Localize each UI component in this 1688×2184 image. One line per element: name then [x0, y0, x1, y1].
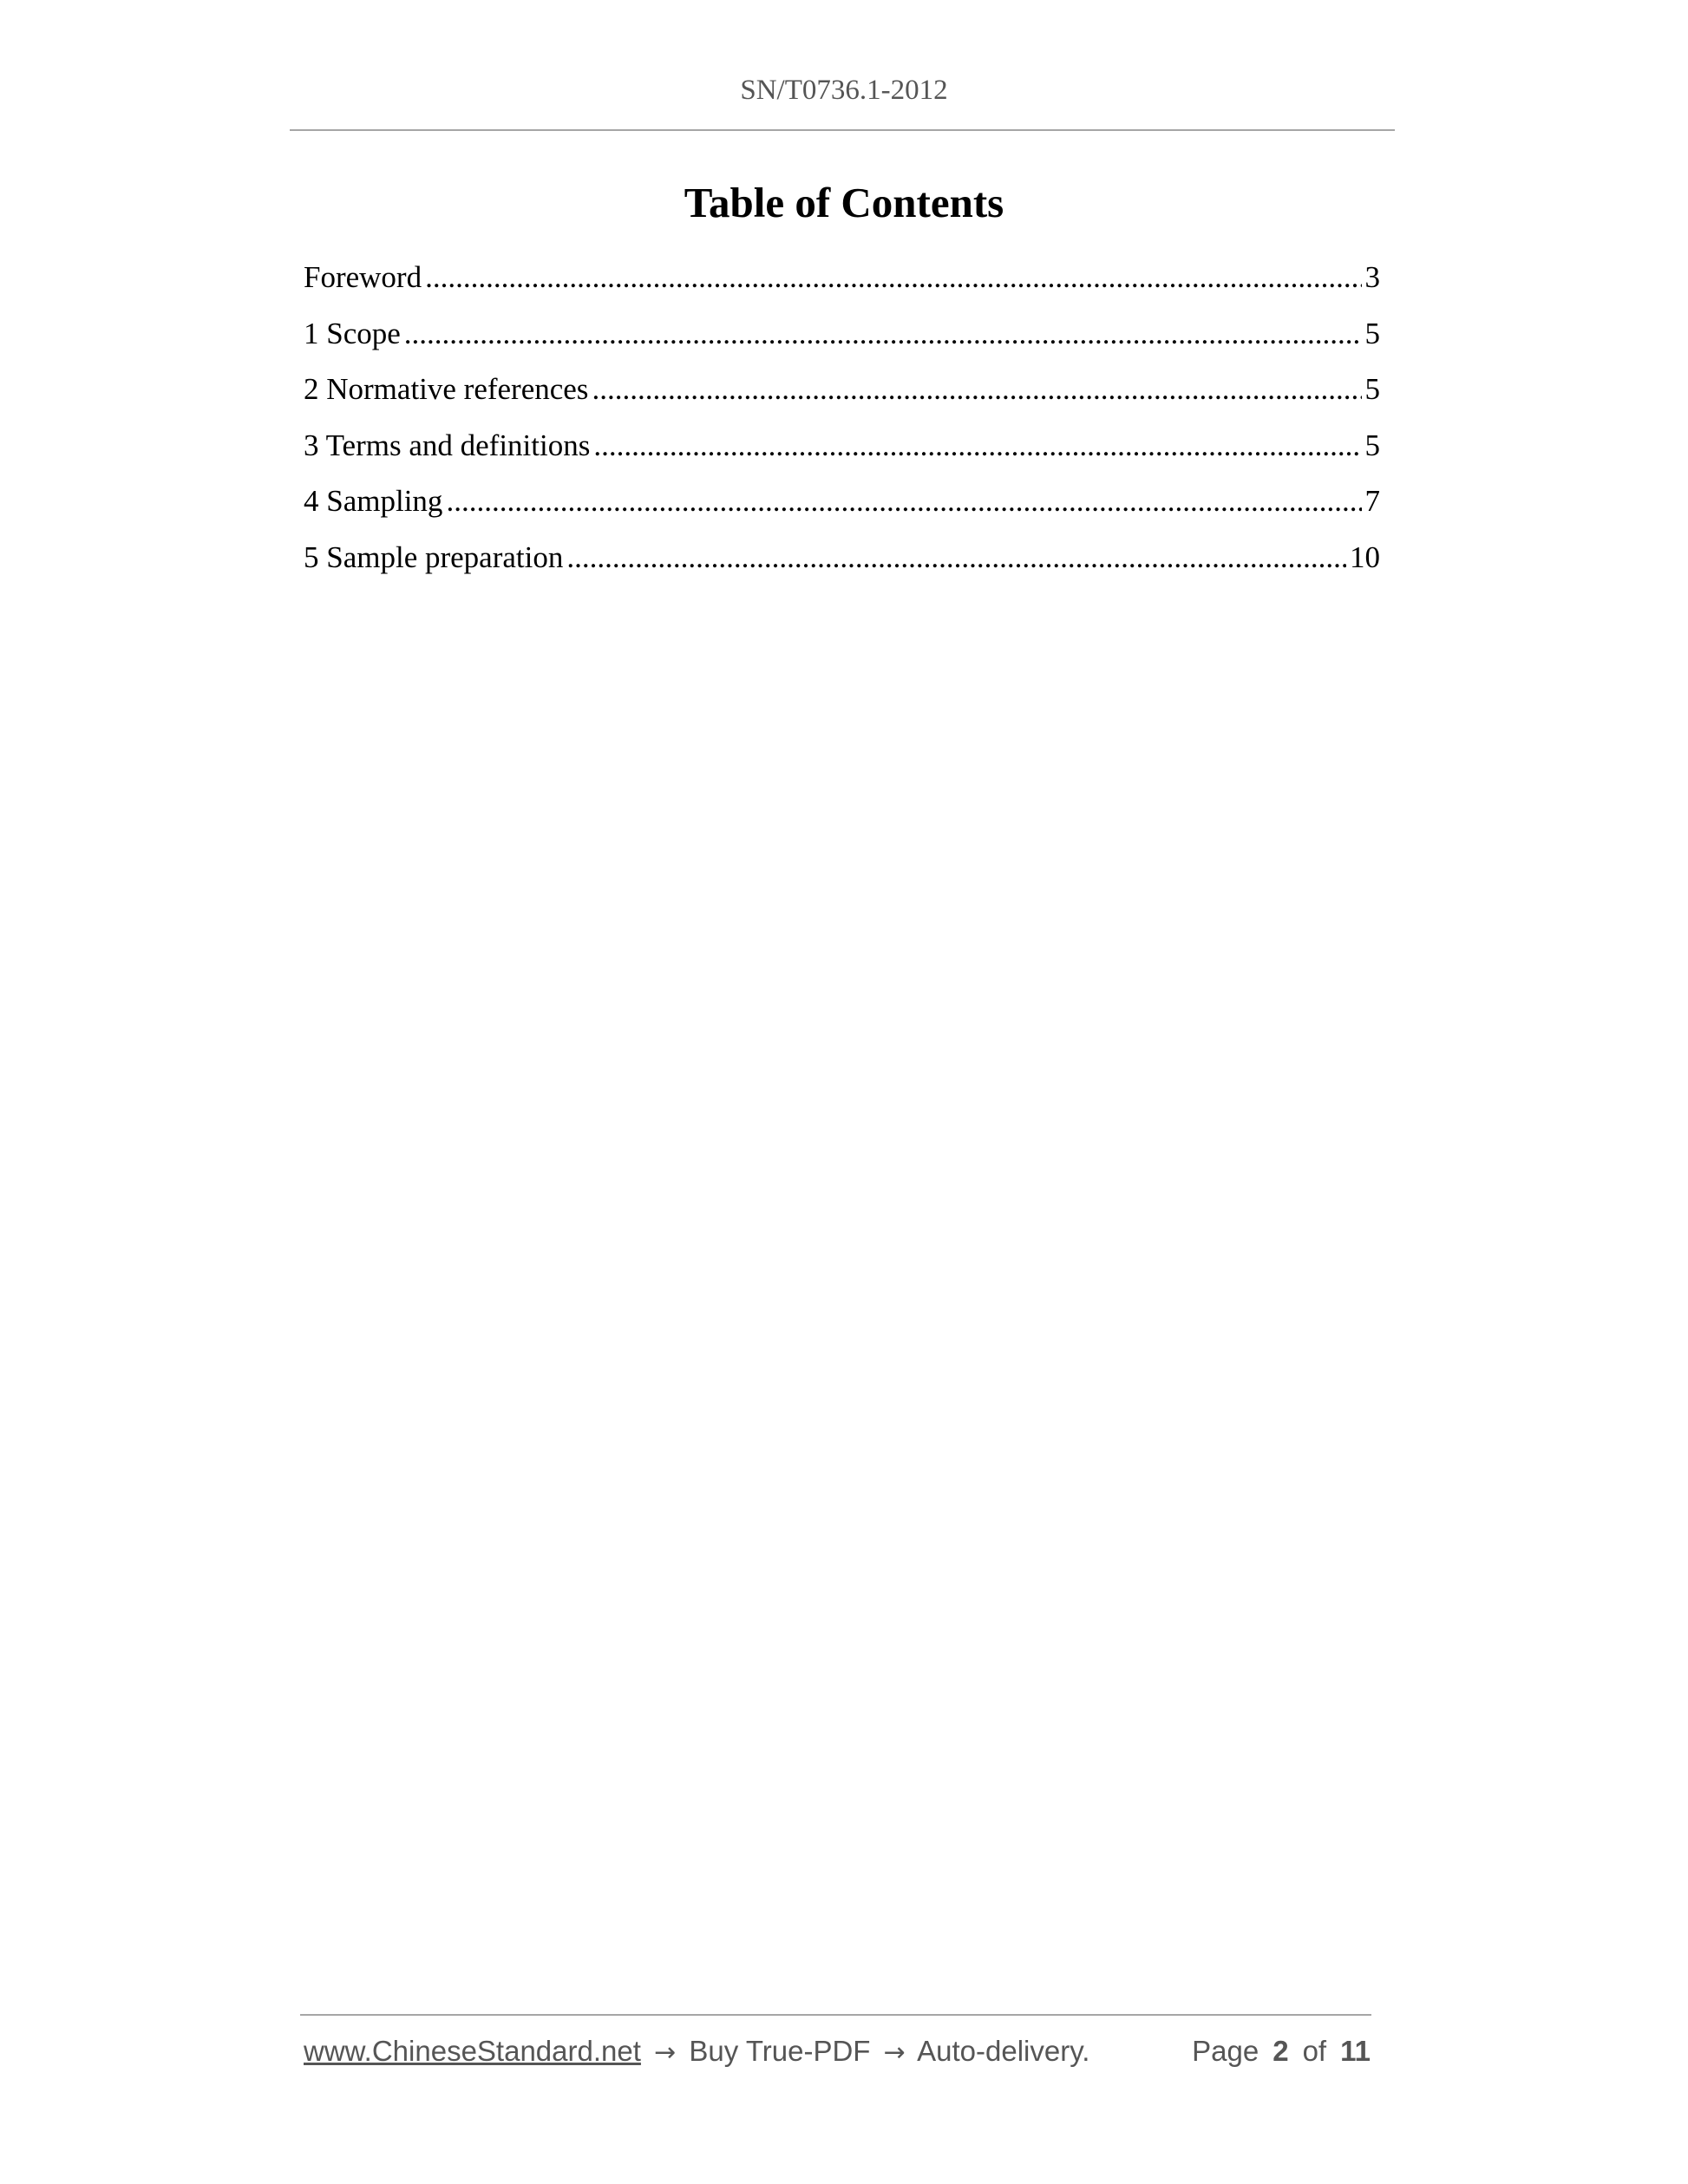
footer-divider	[300, 2014, 1371, 2016]
footer-promo	[304, 2035, 1089, 2068]
toc-dot-leader	[593, 428, 1361, 463]
toc-entry-page: 5	[1364, 372, 1380, 406]
current-page-number: 2	[1273, 2035, 1289, 2067]
right-arrow-icon: →	[883, 2037, 906, 2068]
toc-entry-foreword[interactable]	[304, 260, 1380, 317]
toc-entry-label: Foreword	[304, 260, 422, 294]
page-word: Page	[1192, 2035, 1259, 2067]
toc-entry-page: 5	[1364, 316, 1380, 350]
buy-true-pdf-text: Buy True-PDF	[689, 2035, 871, 2067]
toc-entry-label: 1 Scope	[304, 316, 401, 350]
header-divider	[290, 129, 1395, 131]
auto-delivery-text: Auto-delivery.	[917, 2035, 1090, 2067]
toc-entry-page: 10	[1350, 539, 1380, 574]
toc-entry-label: 3 Terms and definitions	[304, 428, 591, 462]
of-word: of	[1302, 2035, 1327, 2067]
toc-dot-leader	[446, 484, 1361, 519]
page-footer	[304, 2035, 1371, 2073]
toc-title: Table of Contents	[684, 179, 1004, 226]
toc-list	[304, 260, 1380, 596]
site-link[interactable]: www.ChineseStandard.net	[304, 2035, 641, 2067]
toc-entry-scope[interactable]	[304, 317, 1380, 373]
total-pages-number: 11	[1340, 2035, 1371, 2067]
toc-dot-leader	[425, 260, 1361, 295]
toc-entry-label: 4 Sampling	[304, 484, 443, 518]
toc-entry-label: 5 Sample preparation	[304, 539, 564, 574]
right-arrow-icon: →	[654, 2037, 677, 2068]
toc-dot-leader	[592, 372, 1361, 407]
toc-entry-normative-references[interactable]	[304, 372, 1380, 428]
toc-dot-leader	[404, 317, 1362, 351]
toc-entry-page: 7	[1364, 484, 1380, 518]
toc-entry-page: 5	[1364, 428, 1380, 462]
toc-entry-page: 3	[1364, 260, 1380, 294]
toc-entry-terms-and-definitions[interactable]	[304, 428, 1380, 485]
toc-entry-sample-preparation[interactable]	[304, 540, 1380, 597]
page-counter	[1192, 2035, 1371, 2068]
page-header-code: SN/T0736.1-2012	[740, 75, 948, 106]
toc-entry-sampling[interactable]	[304, 484, 1380, 540]
toc-entry-label: 2 Normative references	[304, 372, 589, 406]
toc-dot-leader	[566, 540, 1346, 575]
